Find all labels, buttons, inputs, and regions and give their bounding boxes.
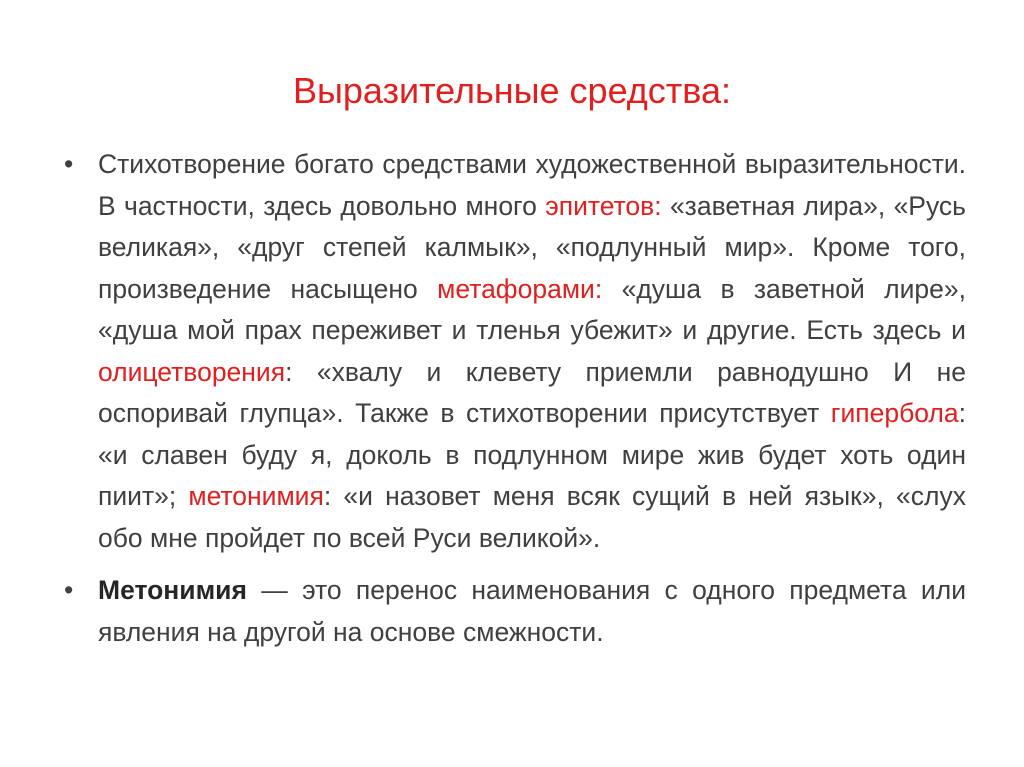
term-metonymy: метонимия	[188, 481, 324, 511]
text-segment: : «и славен буду я, доколь в подлунном мире жив будет хоть один пиит»;	[98, 398, 966, 511]
bullet-list	[64, 144, 966, 653]
definition-text: — это перенос наименования с одного предмета или явления на другой на основе смежности.	[98, 575, 966, 647]
term-personification: олицетворения	[98, 356, 286, 387]
bullet-item-expressive-means	[64, 144, 966, 559]
bullet-item-metonymy-definition	[64, 570, 966, 653]
term-metaphors: метафорами:	[437, 273, 603, 304]
bullet-icon: •	[64, 149, 74, 179]
text-segment: : «и назовет меня всяк сущий в ней язык», «слух обо мне пройдет по всей Руси великой».	[98, 481, 966, 553]
bullet-icon: •	[64, 575, 74, 605]
text-segment: «душа в заветной лире», «душа мой прах переживет и тленья убежит» и другие. Есть здесь и	[98, 273, 966, 345]
definition-term: Метонимия	[98, 575, 247, 605]
text-segment: «заветная лира», «Русь великая», «друг степей калмык», «подлунный мир». Кроме того, произведение насыщено	[98, 190, 966, 304]
slide-title: Выразительные средства:	[292, 70, 732, 111]
text-segment: Стихотворение богато средствами художественной выразительности. В частности, здесь довольно много	[98, 149, 966, 221]
term-epithets: эпитетов:	[545, 190, 662, 221]
term-hyperbole: гипербола	[830, 398, 959, 428]
text-segment: : «хвалу и клевету приемли равнодушно И не оспоривай глупца». Также в стихотворении присутствует	[98, 356, 966, 428]
